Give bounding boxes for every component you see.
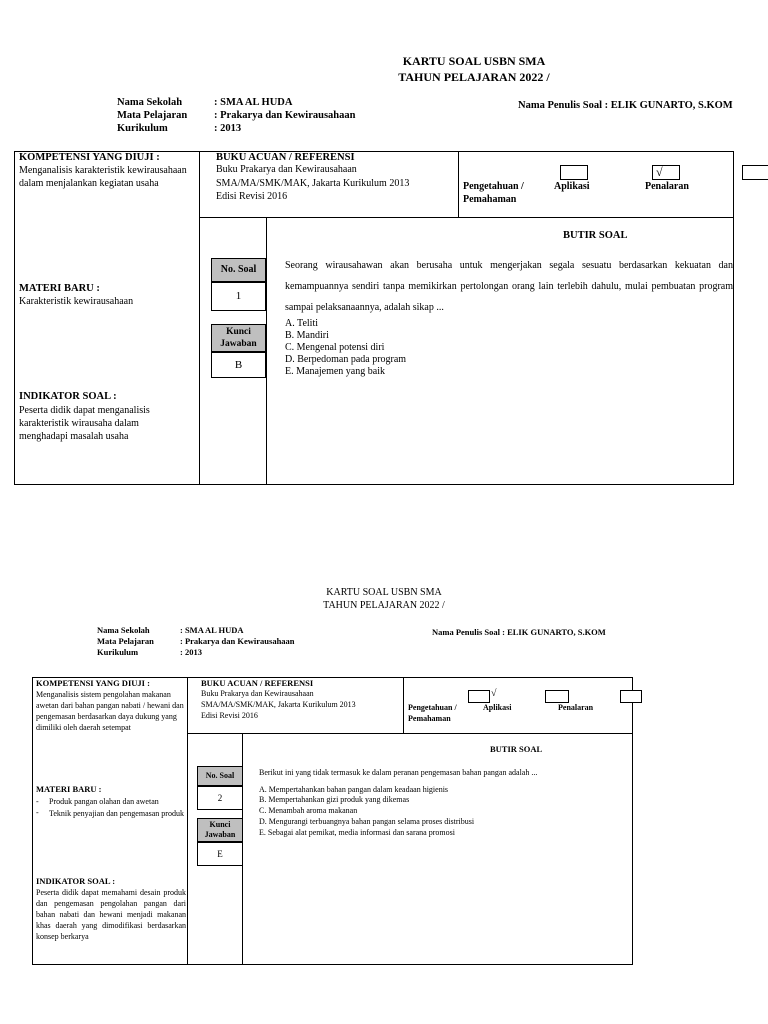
materi-item: Teknik penyajian dan pengemasan produk bbox=[49, 809, 184, 818]
buku-line: Buku Prakarya dan Kewirausahaan bbox=[216, 164, 357, 175]
checkbox-pengetahuan[interactable] bbox=[468, 690, 490, 703]
question-text: Berikut ini yang tidak termasuk ke dalam peranan pengemasan bahan pangan adalah ... bbox=[259, 768, 538, 777]
info-label-school: Nama Sekolah bbox=[117, 97, 183, 108]
checkbox-aplikasi[interactable] bbox=[652, 165, 680, 180]
level-pemahaman: Pemahaman bbox=[408, 714, 451, 723]
info-label-subject: Mata Pelajaran bbox=[117, 110, 188, 121]
info-value-curriculum: : 2013 bbox=[180, 647, 202, 657]
materi-title: MATERI BARU : bbox=[19, 283, 100, 294]
checkbox-penalaran[interactable] bbox=[620, 690, 642, 703]
level-pemahaman: Pemahaman bbox=[463, 194, 517, 205]
butir-soal-title: BUTIR SOAL bbox=[563, 230, 628, 241]
kunci-label: Kunci Jawaban bbox=[211, 324, 266, 352]
indikator-text: Peserta didik dapat menganalisis karakteristik wirausaha dalam menghadapi masalah usaha bbox=[19, 405, 150, 442]
info-label-curriculum: Kurikulum bbox=[117, 123, 168, 134]
check-mark: √ bbox=[656, 165, 663, 179]
level-aplikasi: Aplikasi bbox=[483, 703, 512, 712]
option-c: C. Menambah aroma makanan bbox=[259, 806, 358, 815]
indikator-text: Peserta didik dapat memahami desain produk dan pengemasan pengolahan pangan dari bahan nabati dan hewani menjadi makanan khas daerah yang dimodifikasi berdasarkan konsep berkarya bbox=[36, 888, 186, 941]
divider bbox=[403, 677, 404, 733]
divider bbox=[187, 733, 633, 734]
kompetensi-text: Menganalisis karakteristik kewirausahaan dalam menjalankan kegiatan usaha bbox=[19, 165, 187, 189]
option-a: A. Mempertahankan bahan pangan dalam keadaan higienis bbox=[259, 785, 449, 794]
info-value-subject: : Prakarya dan Kewirausahaan bbox=[214, 110, 356, 121]
question-text: Seorang wirausahawan akan berusaha untuk mengerjakan segala sesuatu berdasarkan kekuatan dan kemampuannya sendiri tanpa memikirkan pertolongan orang lain terlebih dahulu, mulai pembuatan program sampai pelaksanaannya, adalah sikap ... bbox=[285, 260, 733, 313]
level-penalaran: Penalaran bbox=[558, 703, 594, 712]
divider bbox=[199, 217, 734, 218]
buku-line: SMA/MA/SMK/MAK, Jakarta Kurikulum 2013 bbox=[201, 700, 356, 709]
info-value-school: : SMA AL HUDA bbox=[214, 97, 293, 108]
kompetensi-title: KOMPETENSI YANG DIUJI : bbox=[36, 678, 150, 688]
materi-title: MATERI BARU : bbox=[36, 784, 102, 794]
materi-dash: - bbox=[36, 797, 39, 806]
materi-text: Karakteristik kewirausahaan bbox=[19, 296, 134, 307]
option-a: A. Teliti bbox=[285, 318, 319, 329]
kompetensi-text: Menganalisis sistem pengolahan makanan awetan dari bahan pangan nabati / hewani dan pengemasan berdasarkan daya dukung yang dimiliki oleh daerah setempat bbox=[36, 690, 184, 732]
checkbox-pengetahuan[interactable] bbox=[560, 165, 588, 180]
butir-soal-title: BUTIR SOAL bbox=[490, 744, 543, 754]
divider bbox=[199, 151, 200, 485]
divider bbox=[187, 677, 188, 965]
option-c: C. Mengenal potensi diri bbox=[285, 342, 385, 353]
buku-line: SMA/MA/SMK/MAK, Jakarta Kurikulum 2013 bbox=[216, 178, 410, 189]
kunci-value: B bbox=[211, 352, 266, 378]
divider bbox=[266, 218, 267, 485]
buku-line: Edisi Revisi 2016 bbox=[201, 711, 258, 720]
option-b: B. Mandiri bbox=[285, 330, 329, 341]
option-e: E. Manajemen yang baik bbox=[285, 366, 385, 377]
kunci-label: Kunci Jawaban bbox=[197, 818, 243, 842]
buku-title: BUKU ACUAN / REFERENSI bbox=[201, 678, 314, 688]
info-value-school: : SMA AL HUDA bbox=[180, 625, 244, 635]
buku-line: Buku Prakarya dan Kewirausahaan bbox=[201, 689, 314, 698]
info-label-subject: Mata Pelajaran bbox=[97, 636, 154, 646]
card-year: TAHUN PELAJARAN 2022 / bbox=[398, 70, 550, 84]
materi-dash: - bbox=[36, 808, 39, 817]
buku-line: Edisi Revisi 2016 bbox=[216, 191, 288, 202]
level-aplikasi: Aplikasi bbox=[554, 181, 590, 192]
divider bbox=[458, 151, 459, 218]
option-d: D. Mengurangi terbuangnya bahan pangan selama proses distribusi bbox=[259, 817, 475, 826]
indikator-title: INDIKATOR SOAL : bbox=[19, 391, 117, 402]
nosoal-label: No. Soal bbox=[197, 766, 243, 786]
check-mark: √ bbox=[491, 688, 497, 699]
checkbox-penalaran[interactable] bbox=[742, 165, 768, 180]
info-label-curriculum: Kurikulum bbox=[97, 647, 139, 657]
card-title: KARTU SOAL USBN SMA bbox=[326, 587, 442, 598]
info-value-subject: : Prakarya dan Kewirausahaan bbox=[180, 636, 295, 646]
nosoal-value: 2 bbox=[197, 786, 243, 810]
buku-title: BUKU ACUAN / REFERENSI bbox=[216, 152, 355, 163]
option-d: D. Berpedoman pada program bbox=[285, 354, 407, 365]
level-pengetahuan: Pengetahuan / bbox=[463, 181, 524, 192]
option-e: E. Sebagai alat pemikat, media informasi dan sarana promosi bbox=[259, 828, 455, 837]
level-pengetahuan: Pengetahuan / bbox=[408, 703, 457, 712]
writer-name: Nama Penulis Soal : ELIK GUNARTO, S.KOM bbox=[432, 627, 606, 637]
card-title: KARTU SOAL USBN SMA bbox=[402, 54, 546, 68]
indikator-title: INDIKATOR SOAL : bbox=[36, 876, 116, 886]
kunci-value: E bbox=[197, 842, 243, 866]
nosoal-label: No. Soal bbox=[211, 258, 266, 282]
card-year: TAHUN PELAJARAN 2022 / bbox=[323, 600, 445, 611]
nosoal-value: 1 bbox=[211, 282, 266, 311]
kompetensi-title: KOMPETENSI YANG DIUJI : bbox=[19, 152, 160, 163]
level-penalaran: Penalaran bbox=[645, 181, 689, 192]
writer-name: Nama Penulis Soal : ELIK GUNARTO, S.KOM bbox=[518, 100, 733, 111]
materi-item: Produk pangan olahan dan awetan bbox=[49, 797, 159, 806]
info-value-curriculum: : 2013 bbox=[214, 123, 242, 134]
info-label-school: Nama Sekolah bbox=[97, 625, 150, 635]
checkbox-aplikasi[interactable] bbox=[545, 690, 569, 703]
option-b: B. Mempertahankan gizi produk yang dikemas bbox=[259, 795, 410, 804]
